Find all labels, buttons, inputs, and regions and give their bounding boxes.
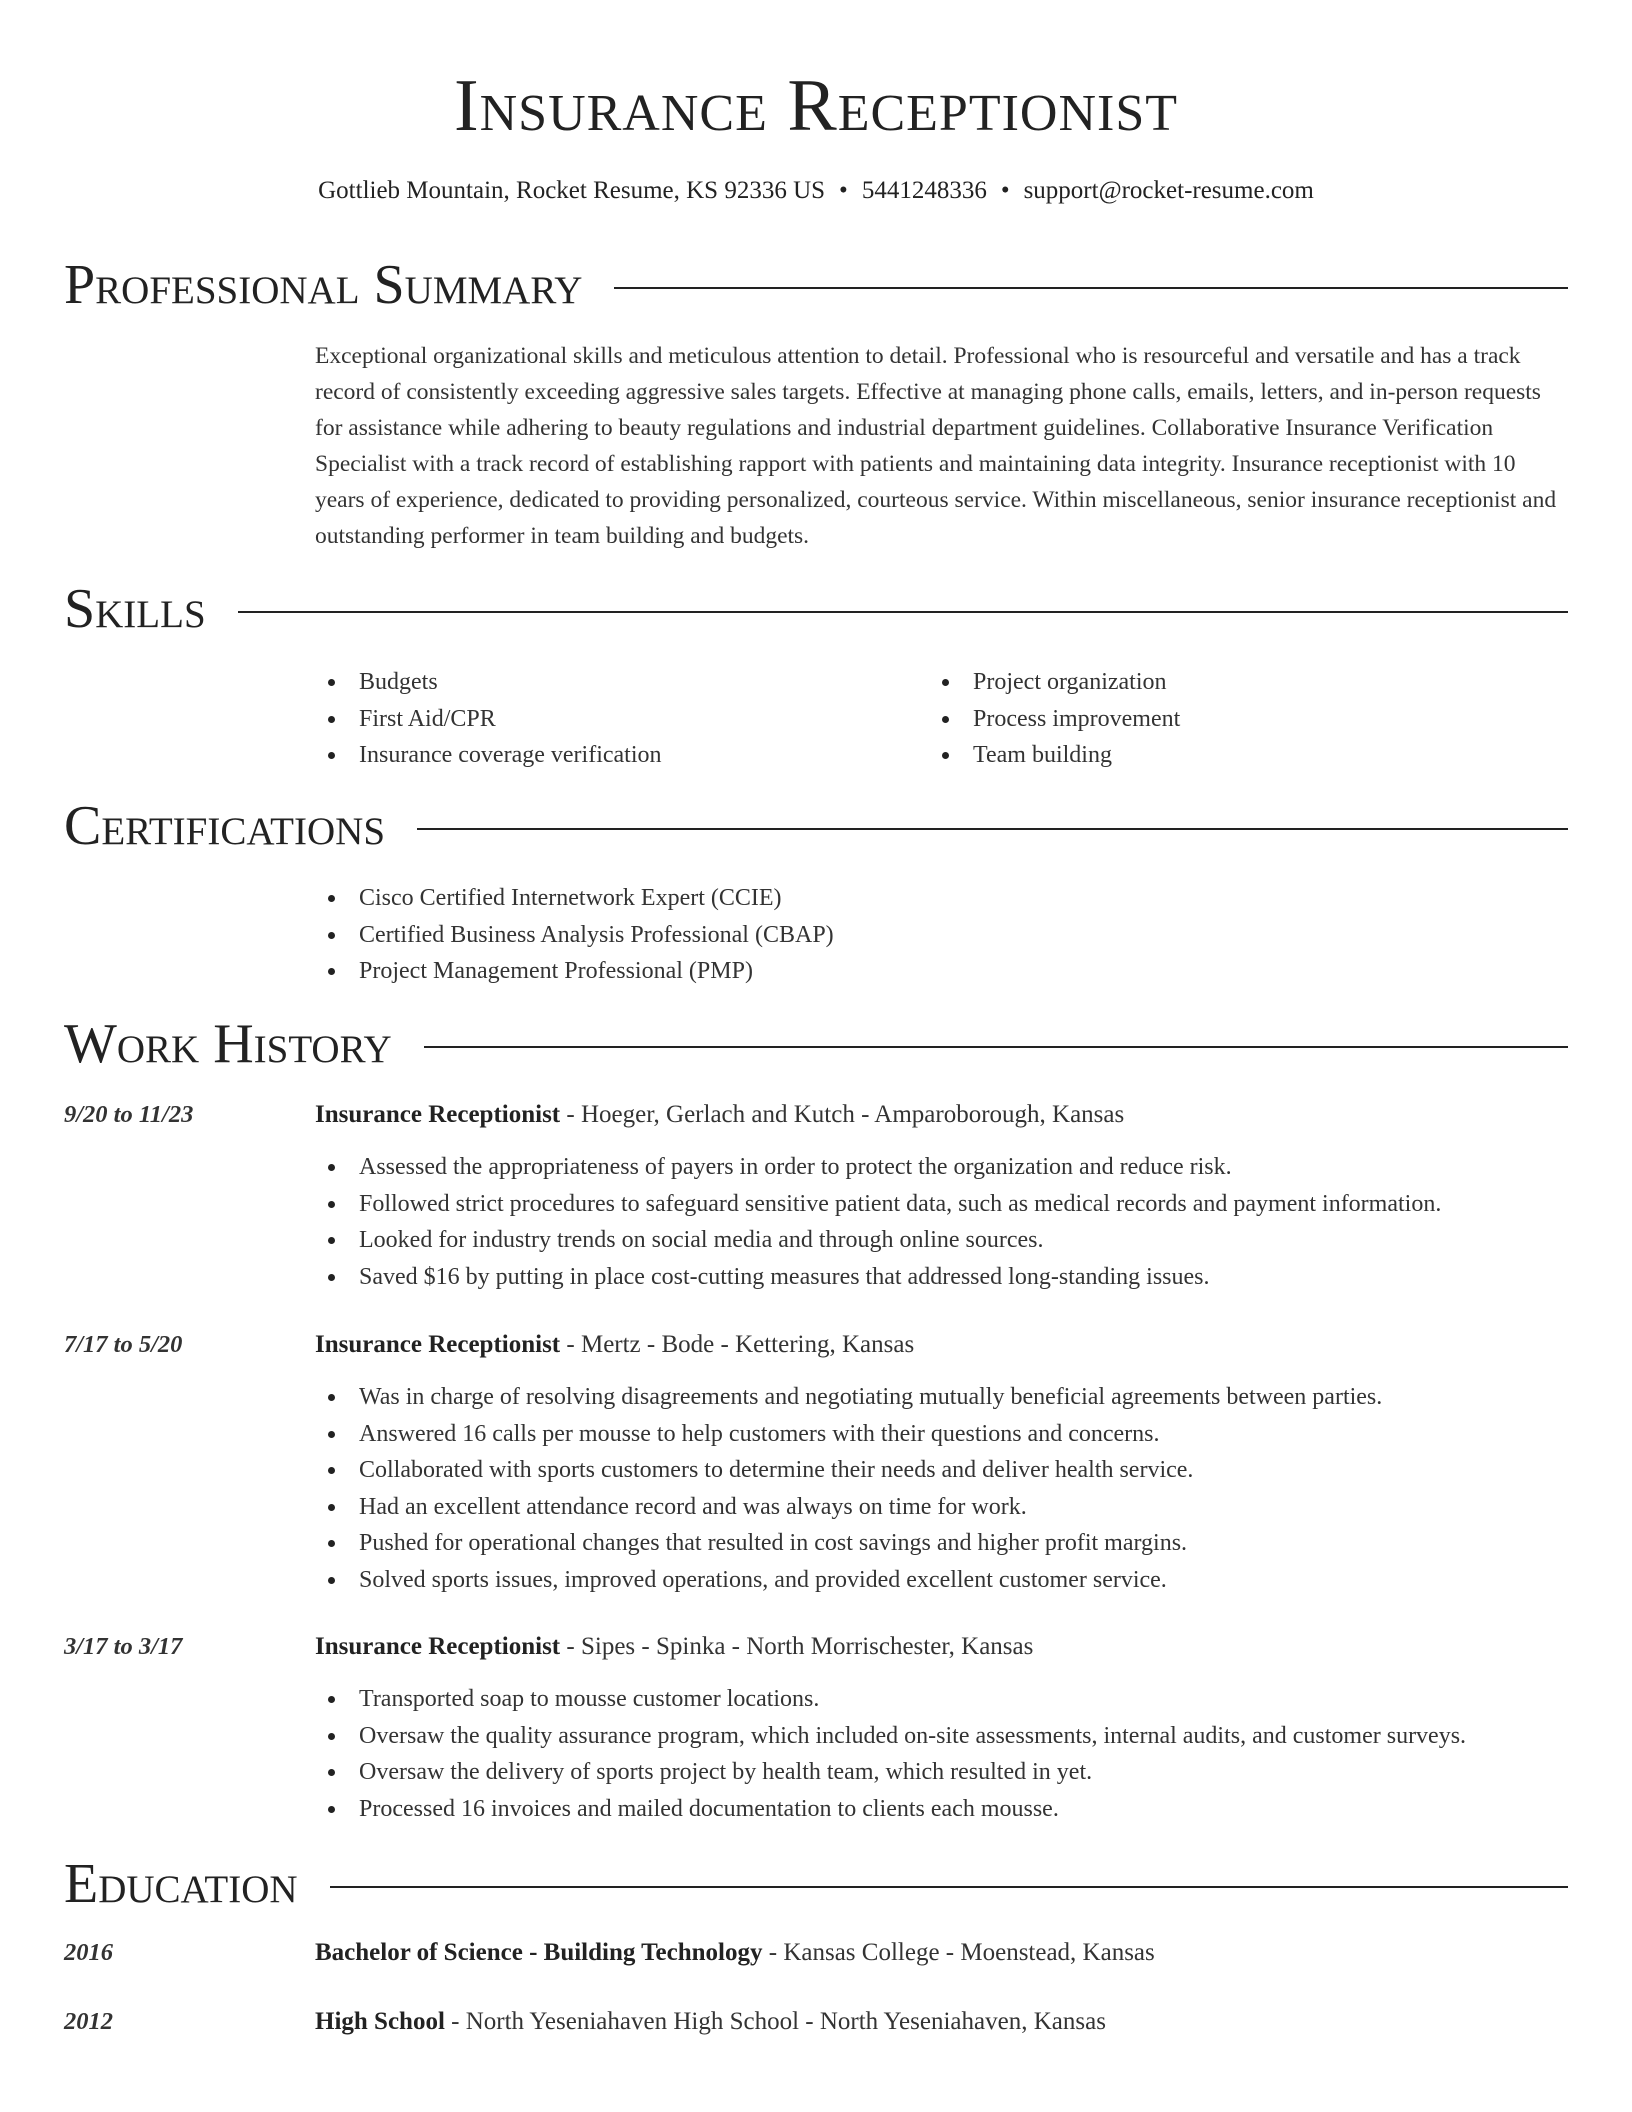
certifications-section-header: [64, 791, 1568, 861]
bullet-icon: [328, 1696, 335, 1703]
section-title: Certifications: [64, 795, 386, 857]
job-bullet: [315, 1718, 1568, 1755]
bullet-icon: [328, 1733, 335, 1740]
job-bullet: [315, 1681, 1568, 1718]
skill-label: Team building: [973, 742, 1112, 768]
job-employer: - Hoeger, Gerlach and Kutch - Amparoborough, Kansas: [560, 1101, 1125, 1128]
job-bullet-text: Had an excellent attendance record and was always on time for work.: [359, 1493, 1027, 1520]
job-bullet-text: Solved sports issues, improved operations, and provided excellent customer service.: [359, 1566, 1167, 1593]
skill-item: [929, 664, 1529, 701]
education-section-header: [64, 1849, 1568, 1919]
job-bullet-text: Oversaw the delivery of sports project by health team, which resulted in yet.: [359, 1759, 1093, 1785]
section-divider: [424, 1046, 1568, 1048]
bullet-icon: [328, 932, 335, 939]
job-bullet: [315, 1791, 1568, 1828]
skill-label: Process improvement: [973, 705, 1181, 732]
bullet-icon: [328, 1274, 335, 1281]
bullet-icon: [328, 679, 335, 686]
skills-column-right: [929, 664, 1529, 774]
job-title: Insurance Receptionist: [315, 1101, 561, 1128]
bullet-icon: [328, 1237, 335, 1244]
job-bullet: [315, 1379, 1568, 1416]
job-bullet: [315, 1562, 1568, 1599]
degree: High School: [315, 2008, 445, 2035]
job-bullet: [315, 1222, 1568, 1259]
bullet-icon: [328, 1201, 335, 1208]
job-bullet-text: Looked for industry trends on social media and through online sources.: [359, 1227, 1044, 1253]
certification-item: [315, 953, 1568, 990]
education-year: 2016: [64, 1939, 113, 1966]
job-heading: [315, 1327, 914, 1363]
section-title: Professional Summary: [64, 254, 583, 316]
job-bullet-text: Processed 16 invoices and mailed documentation to clients each mousse.: [359, 1795, 1059, 1822]
bullet-icon: [942, 752, 949, 759]
bullet-icon: [328, 1769, 335, 1776]
skill-label: First Aid/CPR: [359, 705, 496, 732]
section-divider: [614, 287, 1568, 289]
skill-item: [315, 737, 915, 774]
bullet-icon: [328, 1431, 335, 1438]
job-dates: 9/20 to 11/23: [64, 1101, 194, 1128]
job-bullet-text: Pushed for operational changes that resulted in cost savings and higher profit margins.: [359, 1530, 1188, 1556]
section-divider: [330, 1886, 1568, 1888]
skill-label: Project organization: [973, 669, 1167, 695]
email-link[interactable]: support@rocket-resume.com: [1023, 177, 1314, 204]
job-bullet-text: Assessed the appropriateness of payers in order to protect the organization and reduce risk.: [359, 1154, 1232, 1180]
skills-column-left: [315, 664, 915, 774]
job-bullets: [315, 1379, 1568, 1598]
work-section-header: [64, 1009, 1568, 1079]
job-heading: [315, 1629, 1033, 1665]
candidate-name: Insurance Receptionist: [453, 65, 1179, 147]
section-divider: [238, 611, 1568, 613]
job-bullets: [315, 1681, 1568, 1827]
section-title: Skills: [64, 578, 206, 640]
bullet-icon: [328, 1504, 335, 1511]
certification-label: Project Management Professional (PMP): [359, 958, 753, 984]
bullet-icon: [328, 1540, 335, 1547]
phone: 5441248336: [861, 177, 987, 204]
certification-label: Certified Business Analysis Professional (CBAP): [359, 921, 834, 948]
bullet-icon: [328, 1467, 335, 1474]
job-title: Insurance Receptionist: [315, 1331, 561, 1358]
job-bullet: [315, 1489, 1568, 1526]
degree: Bachelor of Science - Building Technology: [315, 1939, 763, 1966]
job-bullet: [315, 1754, 1568, 1791]
bullet-icon: [328, 716, 335, 723]
job-employer: - Mertz - Bode - Kettering, Kansas: [560, 1331, 915, 1358]
skill-item: [315, 701, 915, 738]
job-dates: 3/17 to 3/17: [64, 1633, 183, 1660]
job-bullet: [315, 1525, 1568, 1562]
certification-item: [315, 917, 1568, 954]
job-heading: [315, 1097, 1124, 1133]
bullet-icon: [328, 1806, 335, 1813]
separator-dot: •: [1000, 177, 1010, 204]
school: - North Yeseniahaven High School - North Yeseniahaven, Kansas: [444, 2008, 1106, 2035]
job-title: Insurance Receptionist: [315, 1633, 561, 1660]
bullet-icon: [942, 679, 949, 686]
bullet-icon: [328, 1164, 335, 1171]
education-year: 2012: [64, 2008, 113, 2035]
job-bullets: [315, 1149, 1568, 1295]
job-bullet-text: Saved $16 by putting in place cost-cutting measures that addressed long-standing issues.: [359, 1263, 1210, 1290]
job-bullet: [315, 1416, 1568, 1453]
skill-label: Insurance coverage verification: [359, 742, 662, 768]
job-bullet-text: Was in charge of resolving disagreements and negotiating mutually beneficial agreements between parties.: [359, 1384, 1383, 1410]
job-bullet: [315, 1149, 1568, 1186]
job-bullet: [315, 1259, 1568, 1296]
certification-item: [315, 880, 1568, 917]
job-bullet-text: Answered 16 calls per mousse to help customers with their questions and concerns.: [359, 1420, 1160, 1447]
bullet-icon: [328, 752, 335, 759]
bullet-icon: [942, 716, 949, 723]
job-bullet-text: Collaborated with sports customers to determine their needs and deliver health service.: [359, 1457, 1194, 1483]
certifications-list: [315, 880, 1568, 990]
job-employer: - Sipes - Spinka - North Morrischester, Kansas: [560, 1633, 1034, 1660]
certification-label: Cisco Certified Internetwork Expert (CCIE): [359, 885, 782, 911]
skill-item: [929, 701, 1529, 738]
address: Gottlieb Mountain, Rocket Resume, KS 92336 US: [318, 177, 826, 204]
school: - Kansas College - Moenstead, Kansas: [762, 1939, 1155, 1966]
summary-section-header: [64, 250, 1568, 320]
section-divider: [417, 828, 1568, 830]
skill-label: Budgets: [359, 669, 438, 695]
section-title: Education: [64, 1853, 298, 1915]
job-bullet-text: Followed strict procedures to safeguard sensitive patient data, such as medical records and payment information.: [359, 1190, 1442, 1217]
education-entry: [315, 1935, 1155, 1971]
skill-item: [315, 664, 915, 701]
bullet-icon: [328, 1394, 335, 1401]
separator-dot: •: [839, 177, 848, 204]
summary-text: Exceptional organizational skills and meticulous attention to detail. Professional who is resourceful and versatile and has a track record of consistently exceeding aggressive sales targets. Effective at managing phone calls, emails, letters, and in-person requests for assistance while adhering to beauty regulations and industrial department guidelines. Collaborative Insurance Verification Specialist with a track record of establishing rapport with patients and maintaining data integrity. Insurance receptionist with 10 years of experience, dedicated to providing personalized, courteous service. Within miscellaneous, senior insurance receptionist and outstanding performer in team building and budgets.: [315, 343, 1557, 549]
job-bullet-text: Oversaw the quality assurance program, which included on-site assessments, internal audits, and customer surveys.: [359, 1722, 1467, 1749]
contact-line: [0, 174, 1632, 208]
skills-section-header: [64, 574, 1568, 644]
skill-item: [929, 737, 1529, 774]
section-title: Work History: [64, 1013, 392, 1075]
bullet-icon: [328, 1577, 335, 1584]
job-bullet: [315, 1452, 1568, 1489]
job-bullet-text: Transported soap to mousse customer locations.: [359, 1686, 820, 1712]
bullet-icon: [328, 968, 335, 975]
job-dates: 7/17 to 5/20: [64, 1331, 183, 1358]
education-entry: [315, 2004, 1106, 2040]
bullet-icon: [328, 895, 335, 902]
job-bullet: [315, 1186, 1568, 1223]
